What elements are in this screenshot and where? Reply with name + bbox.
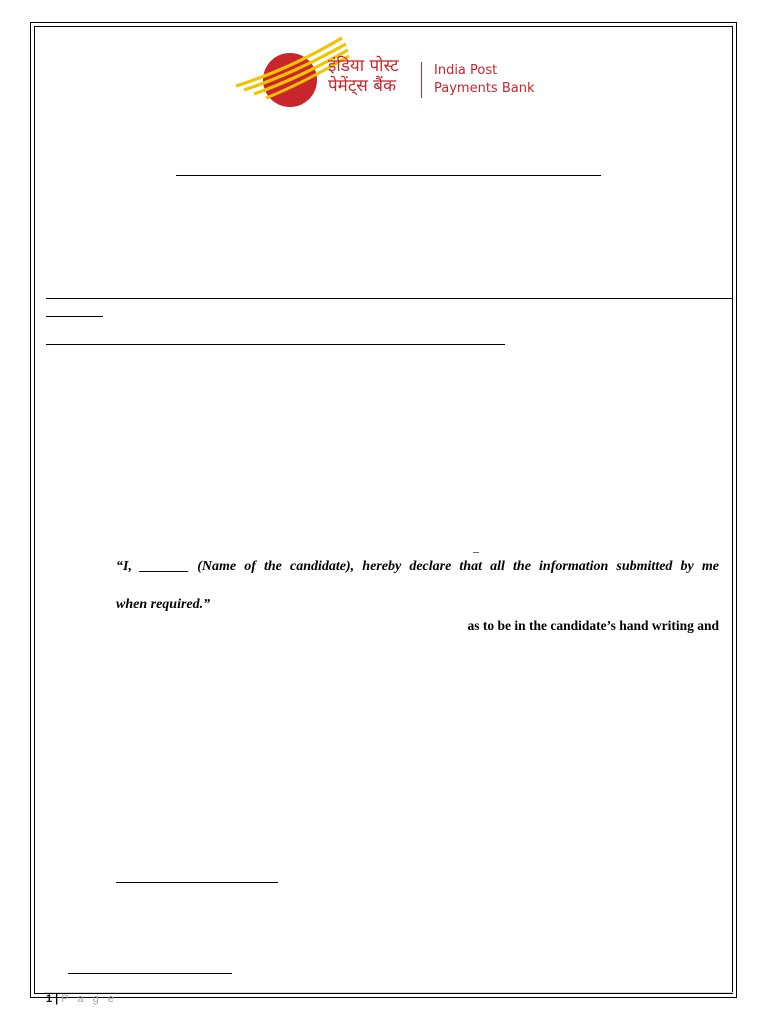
logo-hindi-line2: पेमेंट्स बैंक — [328, 76, 397, 96]
tick-mark: _ — [473, 540, 479, 554]
footer-rule — [44, 992, 734, 993]
section-rule-full — [46, 298, 732, 299]
handwriting-note: as to be in the candidate’s hand writing and — [467, 618, 719, 633]
signature-line — [116, 882, 278, 883]
section-rule-short — [46, 316, 103, 317]
logo-hindi-line1: इंडिया पोस्ट — [328, 56, 399, 76]
page-label: P a g e — [61, 993, 117, 1005]
section-rule-medium — [46, 344, 505, 345]
declaration-line-1: “I, _______ (Name of the candidate), hereby declare that all the information submitted by me — [116, 559, 719, 574]
logo-english-line2: Payments Bank — [434, 81, 535, 96]
logo-english-text — [434, 62, 534, 98]
logo-english-line1: India Post — [434, 63, 498, 78]
logo-hindi-text — [328, 56, 399, 96]
footer-separator: | — [55, 993, 59, 1005]
footnote-separator — [68, 973, 232, 974]
title-underline — [176, 175, 601, 176]
logo-divider — [421, 62, 422, 98]
page-number: 1 — [46, 993, 53, 1005]
page-footer — [46, 992, 117, 1006]
page-border-inner — [34, 26, 733, 994]
declaration-line-2: when required.” — [116, 597, 211, 612]
